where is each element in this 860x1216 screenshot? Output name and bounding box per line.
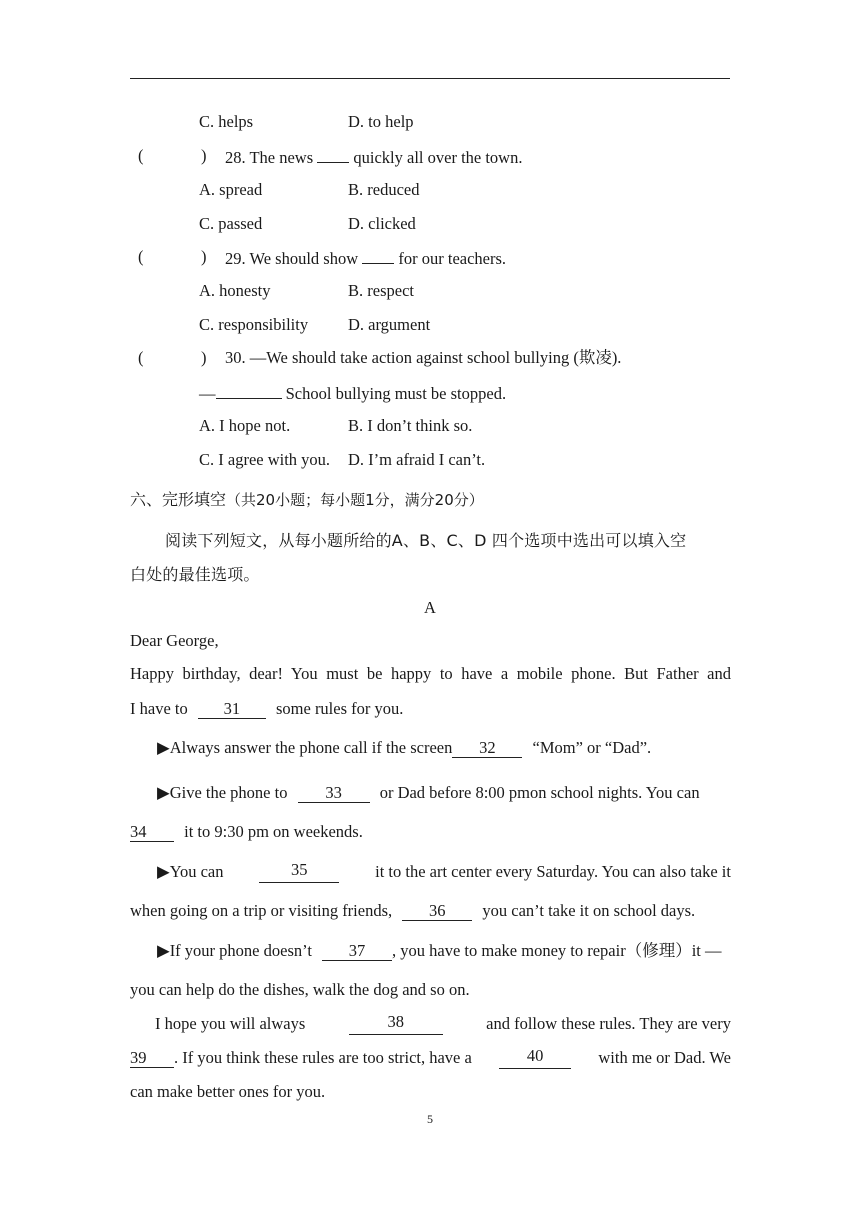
- rule-4-line2: you can help do the dishes, walk the dog and so on.: [130, 980, 470, 999]
- q30-reply-text: School bullying must be stopped.: [285, 384, 507, 403]
- q28-stem-part2: quickly all over the town.: [353, 148, 523, 167]
- q28-blank: [317, 145, 349, 163]
- q28-answer-paren-close: ): [201, 146, 207, 165]
- q27-option-c: C. helps: [199, 112, 254, 131]
- q29-stem-part2: for our teachers.: [398, 249, 507, 268]
- page-number: 5: [427, 1112, 433, 1126]
- text-segment: “Mom” or “Dad”.: [532, 738, 652, 757]
- letter-p2-line2: [130, 1047, 731, 1069]
- text-segment: ▶Give the phone to: [157, 783, 288, 802]
- q27-option-d: D. to help: [348, 112, 414, 131]
- q28-answer-paren-open: (: [138, 146, 144, 165]
- blank-31: 31: [198, 700, 266, 719]
- q30-reply-dash: —: [199, 384, 216, 403]
- q30-option-c: C. I agree with you.: [199, 450, 331, 469]
- text-segment: you can’t take it on school days.: [482, 901, 696, 920]
- q29-answer-paren-open: (: [138, 247, 144, 266]
- rule-1: [157, 737, 651, 759]
- instruction-line-1: 阅读下列短文，从每小题所给的A、B、C、D 四个选项中选出可以填入空: [165, 531, 687, 550]
- text-segment: I hope you will always: [155, 1014, 306, 1033]
- section-note: （共20小题；每小题1分，满分20分）: [226, 491, 484, 509]
- section-heading: [130, 487, 484, 510]
- letter-p1-line2: [130, 698, 403, 720]
- passage-label: A: [424, 598, 436, 617]
- rule-4-line1: [157, 940, 722, 962]
- blank-35: 35: [259, 861, 339, 883]
- blank-40: 40: [499, 1047, 571, 1069]
- text-segment: with me or Dad. We: [598, 1048, 731, 1067]
- blank-39: 39: [130, 1049, 174, 1068]
- q28-option-c: C. passed: [199, 214, 263, 233]
- q30-blank: [216, 381, 282, 399]
- section-title: 六、完形填空: [130, 490, 227, 509]
- letter-p1-line1: Happy birthday, dear! You must be happy to have a mobile phone. But Father and: [130, 664, 731, 683]
- blank-32: 32: [452, 739, 522, 758]
- text-segment: or Dad before 8:00 pmon school nights. You can: [379, 783, 700, 802]
- letter-p2-line3: can make better ones for you.: [130, 1082, 326, 1101]
- text-segment: ▶Always answer the phone call if the screen: [157, 738, 453, 757]
- rule-2-line2: [130, 821, 363, 843]
- blank-33: 33: [298, 784, 370, 803]
- q30-answer-paren-close: ): [201, 348, 207, 367]
- text-segment: ▶If your phone doesn’t: [157, 941, 312, 960]
- q30-option-d: D. I’m afraid I can’t.: [348, 450, 486, 469]
- q29-stem-part1: 29. We should show: [225, 249, 359, 268]
- q29-stem: [225, 246, 506, 270]
- blank-36: 36: [402, 902, 472, 921]
- rule-3-line2: [130, 900, 695, 922]
- q29-option-a: A. honesty: [199, 281, 271, 300]
- rule-3-line1: [157, 861, 731, 883]
- blank-34: 34: [130, 823, 174, 842]
- text-segment: , you have to make money to repair（修理）it —: [392, 941, 722, 960]
- letter-p2-line1: [155, 1013, 731, 1035]
- q29-blank: [362, 246, 394, 264]
- q30-answer-paren-open: (: [138, 348, 144, 367]
- text-segment: when going on a trip or visiting friends,: [130, 901, 393, 920]
- q28-option-a: A. spread: [199, 180, 263, 199]
- q29-option-d: D. argument: [348, 315, 431, 334]
- q28-stem: [225, 145, 522, 169]
- instruction-line-2: 白处的最佳选项。: [130, 565, 260, 584]
- q28-stem-part1: 28. The news: [225, 148, 314, 167]
- text-segment: it to 9:30 pm on weekends.: [184, 822, 363, 841]
- text-segment: and follow these rules. They are very: [486, 1014, 731, 1033]
- text-segment: some rules for you.: [275, 699, 404, 718]
- q30-option-b: B. I don’t think so.: [348, 416, 473, 435]
- text-segment: I have to: [130, 699, 188, 718]
- header-rule: [130, 78, 730, 79]
- q29-option-b: B. respect: [348, 281, 414, 300]
- q29-option-c: C. responsibility: [199, 315, 309, 334]
- text-segment: [130, 1047, 472, 1069]
- text-segment: it to the art center every Saturday. You can also take it: [375, 862, 731, 881]
- q28-option-b: B. reduced: [348, 180, 420, 199]
- blank-38: 38: [349, 1013, 443, 1035]
- q28-option-d: D. clicked: [348, 214, 416, 233]
- q30-stem: 30. —We should take action against school bullying (欺凌).: [225, 348, 622, 367]
- blank-37: 37: [322, 942, 392, 961]
- q29-answer-paren-close: ): [201, 247, 207, 266]
- text-segment: . If you think these rules are too strict, have a: [174, 1048, 472, 1067]
- q30-reply: [199, 381, 506, 405]
- q30-option-a: A. I hope not.: [199, 416, 291, 435]
- letter-salutation: Dear George,: [130, 631, 219, 650]
- rule-2-line1: [157, 782, 700, 804]
- text-segment: ▶You can: [157, 862, 224, 881]
